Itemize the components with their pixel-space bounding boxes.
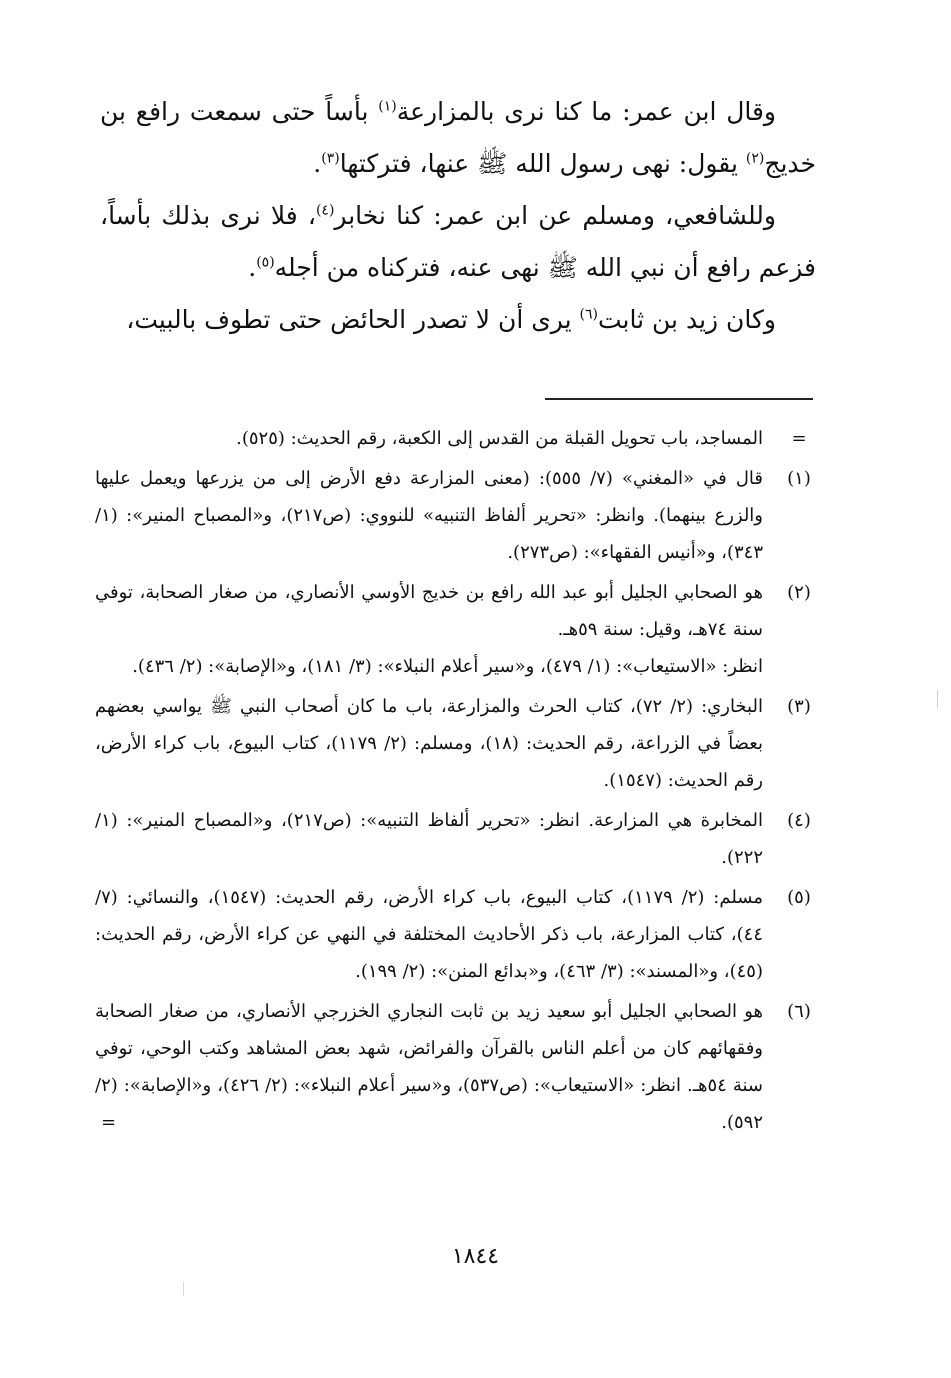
- scan-speck: [937, 690, 938, 708]
- footnote-1: [95, 460, 821, 571]
- footnote-text-sources: انظر: «الاستيعاب»: (١/ ٤٧٩)، و«سير أعلام النبلاء»: (٣/ ١٨١)، و«الإصابة»: (٢/ ٤٣٦).: [132, 656, 763, 677]
- footnote-number: (٢): [787, 582, 811, 603]
- footnotes: [95, 420, 821, 1144]
- footnote-5: [95, 879, 821, 990]
- text-run: يرى أن لا تصدر الحائض حتى تطوف بالبيت،: [126, 305, 580, 334]
- footnote-ref-4[interactable]: (٤): [315, 202, 335, 219]
- footnote-separator: [545, 398, 813, 400]
- text-run: .: [313, 149, 322, 178]
- footnote-text: قال في «المغني» (٧/ ٥٥٥): (معنى المزارعة دفع الأرض إلى من يزرعها ويعمل عليها والزرع بينهما). وانظر: «تحرير ألفاظ التنبيه» للنووي: (ص٢١٧)، و«المصباح المنير»: (١/ ٣٤٣)، و«أنيس الفقهاء»: (ص٢٧٣).: [95, 468, 763, 563]
- footnote-6: [95, 993, 821, 1141]
- text-run: بأساً حتى سمعت رافع بن خديج: [100, 97, 816, 178]
- footnote-ref-1[interactable]: (١): [378, 98, 397, 115]
- footnote-ref-6[interactable]: (٦): [579, 306, 598, 323]
- footnote-number: (٦): [787, 1001, 811, 1022]
- footnote-text: هو الصحابي الجليل أبو عبد الله رافع بن خديج الأوسي الأنصاري، من صغار الصحابة، توفي سنة ٧٤هـ، وقيل: سنة ٥٩هـ.: [95, 582, 763, 640]
- footnote-number: =: [791, 428, 807, 449]
- text-run: .: [248, 253, 257, 282]
- footnote-text: هو الصحابي الجليل أبو سعيد زيد بن ثابت النجاري الخزرجي الأنصاري، من صغار الصحابة وفقهائهم كان من أعلم الناس بالقرآن والفرائض، شهد بعض المشاهد وكتب الوحي، توفي سنة ٥٤هـ. انظر: «الاستيعاب»: (ص٥٣٧)، و«سير أعلام النبلاء»: (٢/ ٤٢٦)، و«الإصابة»: (٢/ ٥٩٢).: [95, 1001, 763, 1133]
- footnote-text: البخاري: (٢/ ٧٢)، كتاب الحرث والمزارعة، باب ما كان أصحاب النبي ﷺ يواسي بعضهم بعضاً في الزراعة، رقم الحديث: (١٨)، ومسلم: (٢/ ١١٧٩)، كتاب البيوع، باب كراء الأرض، رقم الحديث: (١٥٤٧).: [95, 696, 763, 791]
- paragraph-2: [100, 190, 816, 294]
- footnote-3: [95, 688, 821, 799]
- text-run: وللشافعي، ومسلم عن ابن عمر: كنا نخابر: [334, 201, 776, 230]
- main-text: [100, 86, 816, 346]
- scan-speck: [183, 1282, 184, 1296]
- footnote-text: مسلم: (٢/ ١١٧٩)، كتاب البيوع، باب كراء الأرض، رقم الحديث: (١٥٤٧)، والنسائي: (٧/ ٤٤)، كتاب المزارعة، باب ذكر الأحاديث المختلفة في النهي عن كراء الأرض، رقم الحديث: (٤٥)، و«المسند»: (٣/ ٤٦٣)، و«بدائع المنن»: (٢/ ١٩٩).: [95, 887, 763, 982]
- footnote-number: (٥): [787, 887, 811, 908]
- footnote-4: [95, 802, 821, 876]
- paragraph-1: [100, 86, 816, 190]
- continuation-mark: =: [101, 1112, 117, 1133]
- footnote-number: (٤): [787, 810, 811, 831]
- text-run: وقال ابن عمر: ما كنا نرى بالمزارعة: [396, 97, 777, 126]
- page-number: ١٨٤٤: [451, 1244, 500, 1269]
- text-run: ، فلا نرى بذلك بأساً، فزعم رافع أن نبي الله ﷺ نهى عنه، فتركناه من أجله: [100, 201, 816, 282]
- footnote-ref-2[interactable]: (٢): [745, 150, 765, 167]
- footnote-text: المخابرة هي المزارعة. انظر: «تحرير ألفاظ التنبيه»: (ص٢١٧)، و«المصباح المنير»: (١/ ٢٢٢).: [95, 810, 763, 868]
- text-run: وكان زيد بن ثابت: [597, 305, 776, 334]
- footnote-text: المساجد، باب تحويل القبلة من القدس إلى الكعبة، رقم الحديث: (٥٢٥).: [236, 428, 763, 449]
- footnote-continuation: [95, 420, 821, 457]
- footnote-ref-5[interactable]: (٥): [256, 254, 275, 271]
- footnote-number: (٣): [787, 696, 811, 717]
- footnote-2: [95, 574, 821, 685]
- text-run: يقول: نهى رسول الله ﷺ عنها، فتركتها: [339, 149, 746, 178]
- footnote-number: (١): [787, 468, 811, 489]
- paragraph-3: [100, 294, 816, 346]
- footnote-ref-3[interactable]: (٣): [321, 150, 340, 167]
